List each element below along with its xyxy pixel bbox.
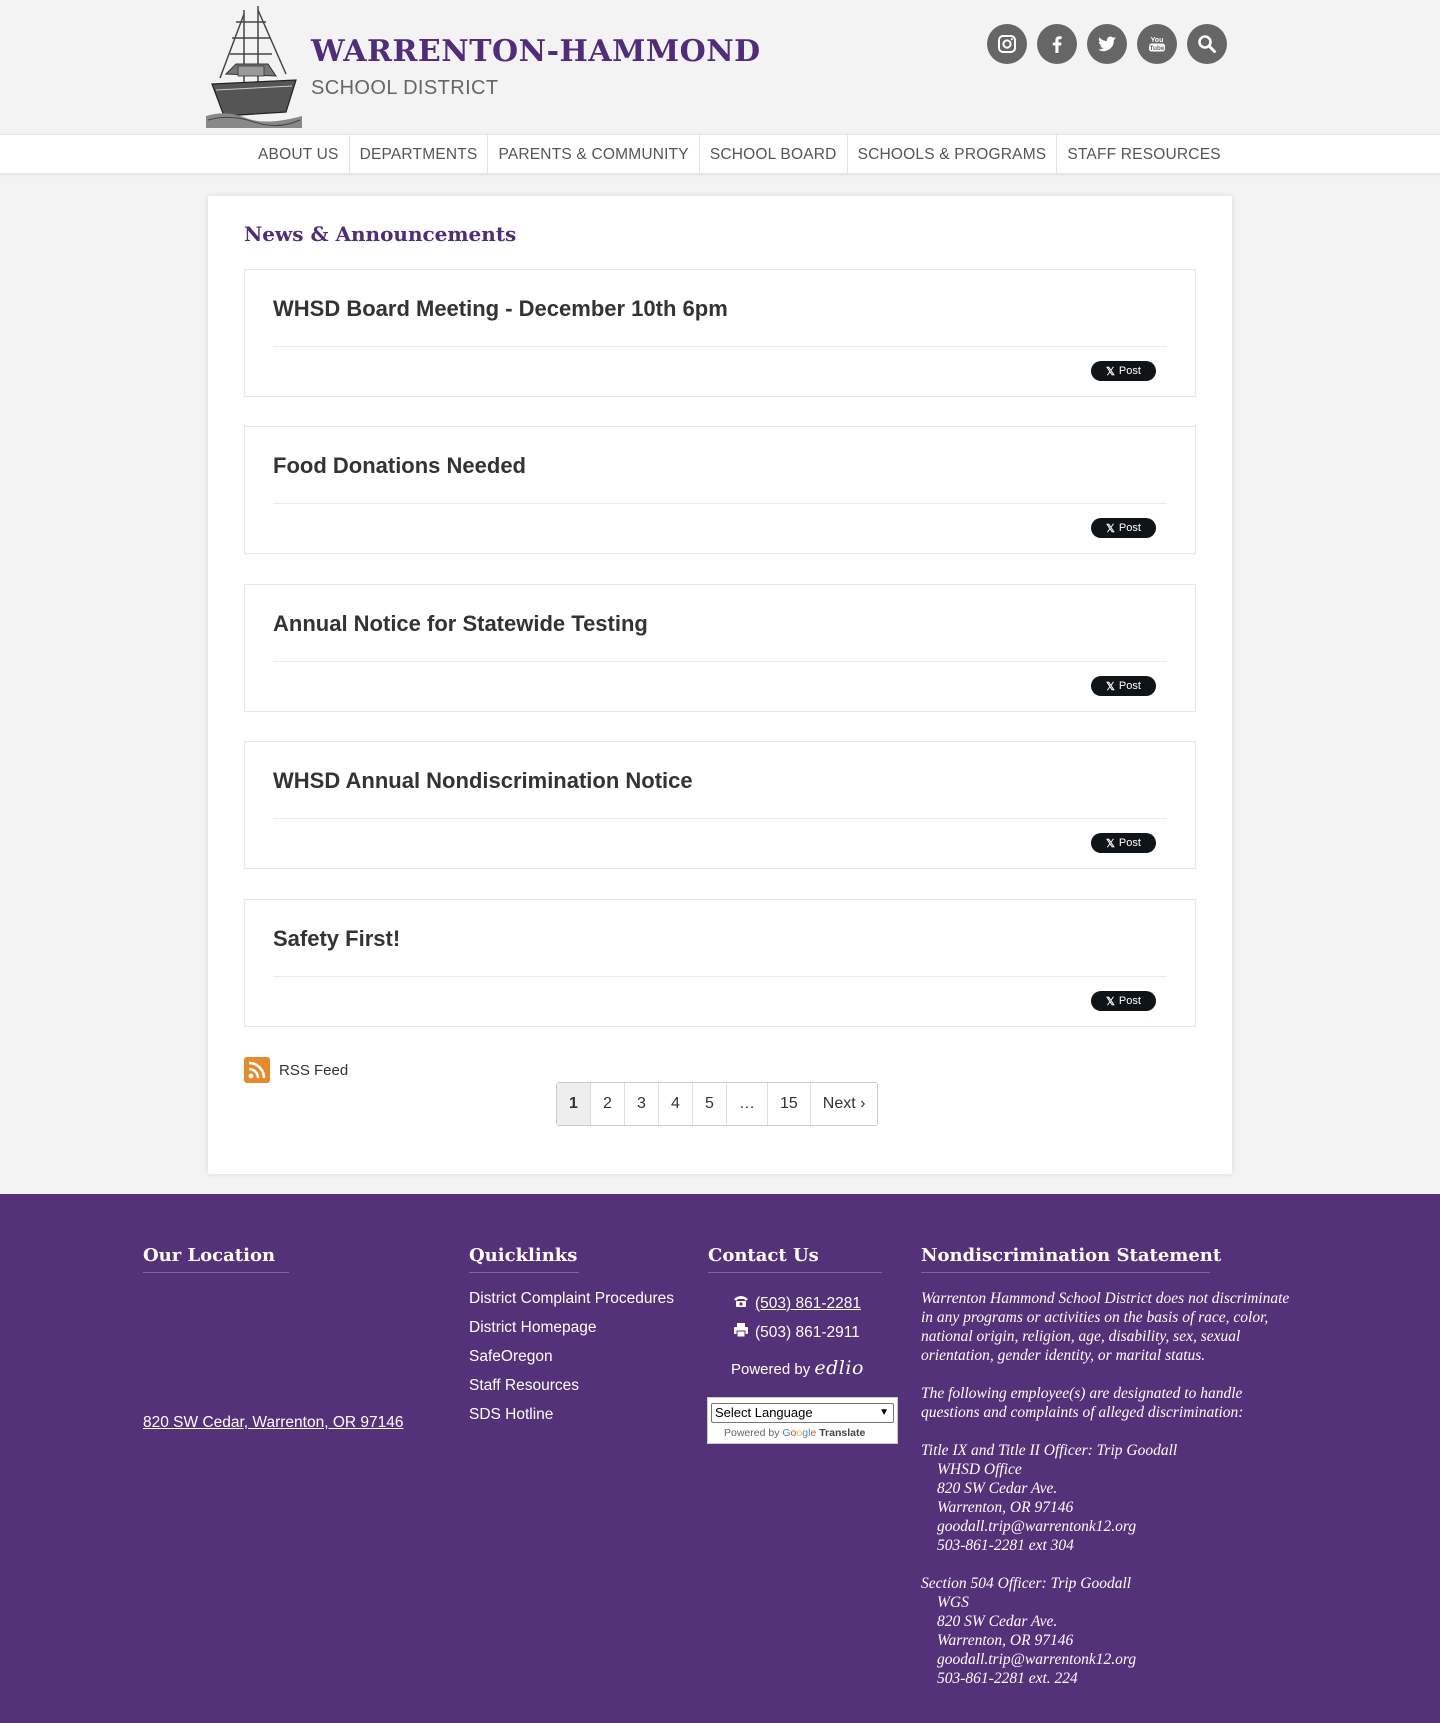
rss-icon	[244, 1057, 270, 1083]
nondiscrimination-heading: Nondiscrimination Statement	[921, 1245, 1210, 1273]
divider	[273, 346, 1167, 347]
news-item	[244, 269, 1196, 397]
news-title-link[interactable]: WHSD Annual Nondiscrimination Notice	[273, 768, 693, 793]
site-header	[0, 0, 1440, 134]
translate-link[interactable]: Translate	[819, 1427, 866, 1439]
officer-line: WHSD Office	[937, 1461, 1022, 1478]
search-icon[interactable]	[1187, 24, 1227, 64]
officer-line: 820 SW Cedar Ave.	[937, 1613, 1058, 1630]
quicklinks-heading: Quicklinks	[469, 1245, 579, 1273]
chevron-down-icon: ▼	[879, 1407, 889, 1418]
pagination	[556, 1082, 878, 1126]
x-post-label: Post	[1118, 522, 1141, 534]
x-post-button[interactable]	[1091, 518, 1156, 538]
x-icon: 𝕏	[1106, 995, 1115, 1008]
x-icon: 𝕏	[1106, 837, 1115, 850]
news-item	[244, 426, 1196, 554]
page-2[interactable]: 2	[591, 1083, 625, 1125]
rss-feed-link[interactable]	[244, 1057, 348, 1083]
translate-powered-label: Powered by	[724, 1427, 780, 1439]
officer-title-ix	[921, 1441, 1301, 1555]
site-subtitle[interactable]: SCHOOL DISTRICT	[311, 77, 499, 99]
divider	[273, 661, 1167, 662]
nondiscrimination-statement	[921, 1289, 1301, 1688]
news-panel	[208, 196, 1232, 1174]
boat-logo[interactable]	[206, 4, 302, 128]
x-post-label: Post	[1118, 995, 1141, 1007]
quicklink-district-homepage[interactable]: District Homepage	[469, 1319, 597, 1336]
powered-by-edlio[interactable]	[731, 1357, 864, 1379]
x-icon: 𝕏	[1106, 522, 1115, 535]
site-footer	[0, 1194, 1440, 1723]
x-post-label: Post	[1118, 365, 1141, 377]
x-post-button[interactable]	[1091, 833, 1156, 853]
main-nav	[0, 134, 1440, 174]
nav-staff-resources[interactable]: STAFF RESOURCES	[1067, 146, 1221, 163]
translate-attribution	[724, 1427, 865, 1439]
news-title-link[interactable]: Annual Notice for Statewide Testing	[273, 611, 648, 636]
x-post-button[interactable]	[1091, 676, 1156, 696]
page-15[interactable]: 15	[768, 1083, 811, 1125]
x-post-button[interactable]	[1091, 361, 1156, 381]
divider	[273, 503, 1167, 504]
divider	[273, 976, 1167, 977]
svg-text:Tube: Tube	[1149, 45, 1165, 52]
divider	[273, 818, 1167, 819]
powered-by-label: Powered by	[731, 1361, 811, 1378]
contact-heading: Contact Us	[708, 1245, 882, 1273]
page-1[interactable]: 1	[557, 1083, 591, 1125]
google-logo[interactable]: Google	[782, 1427, 817, 1439]
nondiscrimination-para1: Warrenton Hammond School District does not discriminate in any programs or activities on the basis of race, color, national origin, religion, age, disability, sex, sexual orientation, gender identity, or marital status.	[921, 1290, 1290, 1364]
officer-line: Warrenton, OR 97146	[937, 1499, 1074, 1516]
officer-title: Section 504 Officer: Trip Goodall	[921, 1575, 1132, 1592]
youtube-icon[interactable]	[1137, 24, 1177, 64]
quicklink-complaint-procedures[interactable]: District Complaint Procedures	[469, 1290, 675, 1307]
phone-icon	[733, 1294, 749, 1313]
officer-line: WGS	[937, 1594, 969, 1611]
officer-phone: 503-861-2281 ext 304	[937, 1537, 1074, 1554]
page-3[interactable]: 3	[625, 1083, 659, 1125]
nondiscrimination-para2: The following employee(s) are designated to handle questions and complaints of alleged discrimination:	[921, 1385, 1244, 1421]
address-link[interactable]: 820 SW Cedar, Warrenton, OR 97146	[143, 1414, 404, 1431]
x-post-label: Post	[1118, 837, 1141, 849]
nav-schools-programs[interactable]: SCHOOLS & PROGRAMS	[848, 135, 1058, 175]
svg-text:You: You	[1150, 37, 1164, 44]
officer-email: goodall.trip@warrentonk12.org	[937, 1518, 1137, 1535]
officer-email: goodall.trip@warrentonk12.org	[937, 1651, 1137, 1668]
page-ellipsis: …	[727, 1083, 768, 1125]
language-select[interactable]	[711, 1403, 894, 1423]
site-title[interactable]: WARRENTON-HAMMOND	[311, 34, 761, 69]
instagram-icon[interactable]	[987, 24, 1027, 64]
news-item	[244, 741, 1196, 869]
edlio-logo: edlio	[814, 1357, 864, 1379]
quicklinks-list	[469, 1289, 674, 1434]
next-page-button[interactable]: Next ›	[822, 1095, 866, 1112]
news-title-link[interactable]: WHSD Board Meeting - December 10th 6pm	[273, 296, 728, 321]
page-4[interactable]: 4	[659, 1083, 693, 1125]
news-title-link[interactable]: Food Donations Needed	[273, 453, 526, 478]
nav-parents-community[interactable]: PARENTS & COMMUNITY	[488, 135, 699, 175]
page-title: News & Announcements	[244, 222, 517, 246]
page-5[interactable]: 5	[693, 1083, 727, 1125]
facebook-icon[interactable]	[1037, 24, 1077, 64]
news-item	[244, 584, 1196, 712]
x-icon: 𝕏	[1106, 680, 1115, 693]
x-post-label: Post	[1118, 680, 1141, 692]
fax-row	[733, 1318, 861, 1347]
language-select-value: Select Language	[715, 1405, 813, 1420]
nav-about-us[interactable]: ABOUT US	[248, 135, 350, 175]
x-post-button[interactable]	[1091, 991, 1156, 1011]
location-heading: Our Location	[143, 1245, 289, 1273]
officer-section-504	[921, 1574, 1301, 1688]
x-icon: 𝕏	[1106, 365, 1115, 378]
officer-title: Title IX and Title II Officer: Trip Goodall	[921, 1442, 1178, 1459]
quicklink-staff-resources[interactable]: Staff Resources	[469, 1377, 579, 1394]
news-title-link[interactable]: Safety First!	[273, 926, 401, 951]
phone-row	[733, 1289, 861, 1318]
fax-number: (503) 861-2911	[755, 1323, 860, 1341]
google-translate-widget	[707, 1397, 898, 1444]
nav-departments[interactable]: DEPARTMENTS	[350, 135, 489, 175]
fax-icon	[733, 1323, 749, 1342]
rss-label: RSS Feed	[279, 1061, 349, 1079]
officer-line: 820 SW Cedar Ave.	[937, 1480, 1058, 1497]
quicklink-sds-hotline[interactable]: SDS Hotline	[469, 1406, 554, 1423]
quicklink-safeoregon[interactable]: SafeOregon	[469, 1348, 553, 1365]
phone-link[interactable]: (503) 861-2281	[755, 1294, 861, 1312]
nav-school-board[interactable]: SCHOOL BOARD	[700, 135, 848, 175]
officer-phone: 503-861-2281 ext. 224	[937, 1670, 1078, 1687]
twitter-icon[interactable]	[1087, 24, 1127, 64]
officer-line: Warrenton, OR 97146	[937, 1632, 1074, 1649]
contact-info	[733, 1289, 861, 1347]
news-item	[244, 899, 1196, 1027]
